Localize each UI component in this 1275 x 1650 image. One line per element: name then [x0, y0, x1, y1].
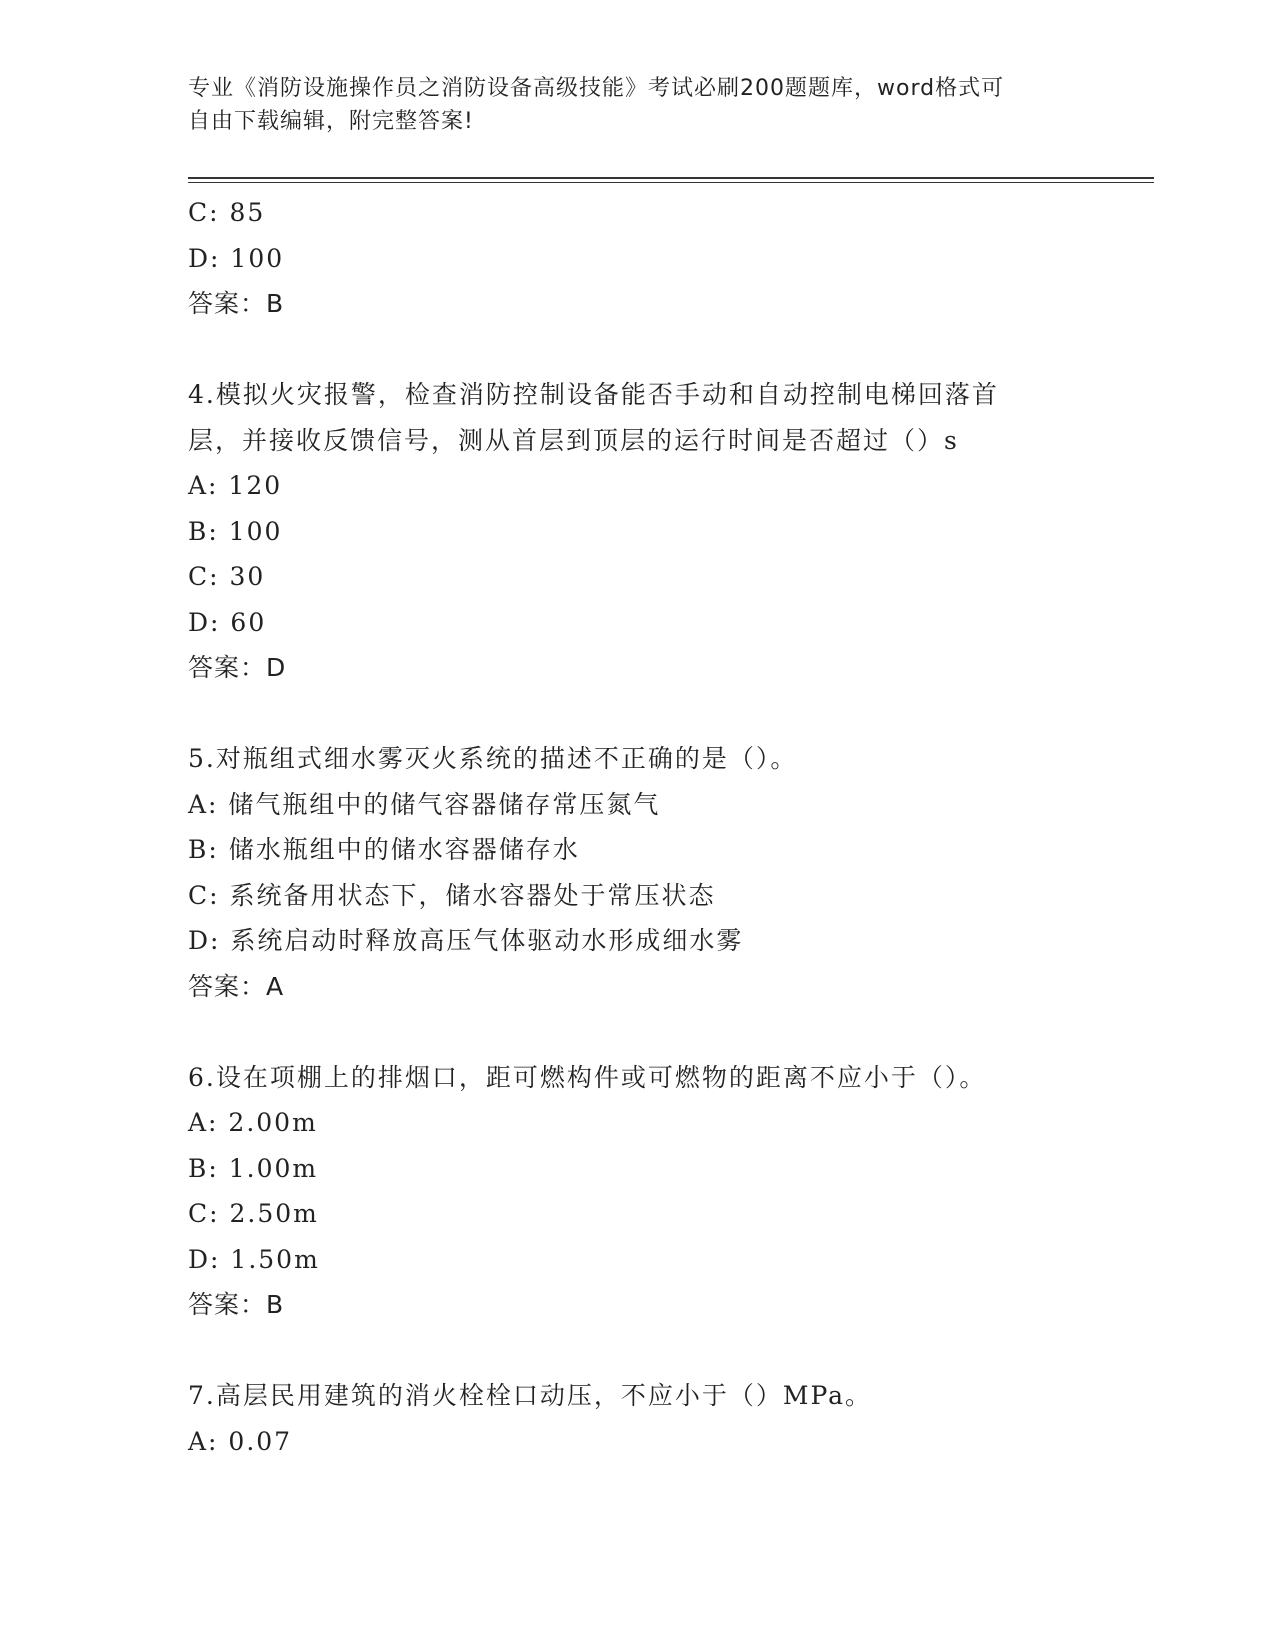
- option-a: A: 0.07: [188, 1426, 293, 1456]
- header-rule-thick: [188, 177, 1154, 179]
- question-stem: 6.设在项棚上的排烟口，距可燃构件或可燃物的距离不应小于（）。: [188, 1062, 987, 1092]
- option-d: D: 1.50m: [188, 1244, 320, 1274]
- option-b: B: 1.00m: [188, 1153, 319, 1183]
- option-b: B: 储水瓶组中的储水容器储存水: [188, 835, 580, 864]
- question-6: [188, 1055, 1088, 1328]
- option-a: A: 120: [188, 471, 283, 500]
- answer-line: 答案：B: [188, 1290, 285, 1319]
- header-line-2: 自由下载编辑，附完整答案!: [188, 109, 474, 134]
- question-list: [188, 190, 1088, 1464]
- option-c: C: 85: [188, 198, 266, 227]
- option-c: C: 2.50m: [188, 1199, 319, 1228]
- question-stem: 层，并接收反馈信号，测从首层到顶层的运行时间是否超过（）s: [188, 425, 959, 455]
- spacer: [188, 1328, 1088, 1374]
- option-c: C: 30: [188, 562, 266, 591]
- answer-line: 答案：B: [188, 289, 285, 318]
- spacer: [188, 691, 1088, 737]
- question-stem: 4.模拟火灾报警，检查消防控制设备能否手动和自动控制电梯回落首: [188, 380, 999, 409]
- option-d: D: 100: [188, 243, 285, 273]
- header-line-1: 专业《消防设施操作员之消防设备高级技能》考试必刷200题题库，word格式可: [188, 76, 1005, 101]
- question-stem: 5.对瓶组式细水雾灭火系统的描述不正确的是（）。: [188, 744, 798, 773]
- question-3-continued: [188, 190, 1088, 327]
- option-a: A: 2.00m: [188, 1108, 318, 1137]
- answer-line: 答案：A: [188, 971, 285, 1001]
- question-7: [188, 1373, 1088, 1464]
- option-a: A: 储气瓶组中的储气容器储存常压氮气: [188, 789, 661, 819]
- question-4: [188, 372, 1088, 691]
- document-header: [188, 72, 1068, 138]
- spacer: [188, 1009, 1088, 1055]
- header-rule-thin: [188, 182, 1154, 183]
- option-c: C: 系统备用状态下，储水容器处于常压状态: [188, 880, 716, 910]
- option-b: B: 100: [188, 516, 283, 546]
- option-d: D: 60: [188, 607, 267, 637]
- question-stem: 7.高层民用建筑的消火栓栓口动压，不应小于（）MPa。: [188, 1381, 873, 1410]
- question-5: [188, 736, 1088, 1009]
- option-d: D: 系统启动时释放高压气体驱动水形成细水雾: [188, 926, 744, 955]
- answer-line: 答案：D: [188, 653, 287, 682]
- spacer: [188, 327, 1088, 373]
